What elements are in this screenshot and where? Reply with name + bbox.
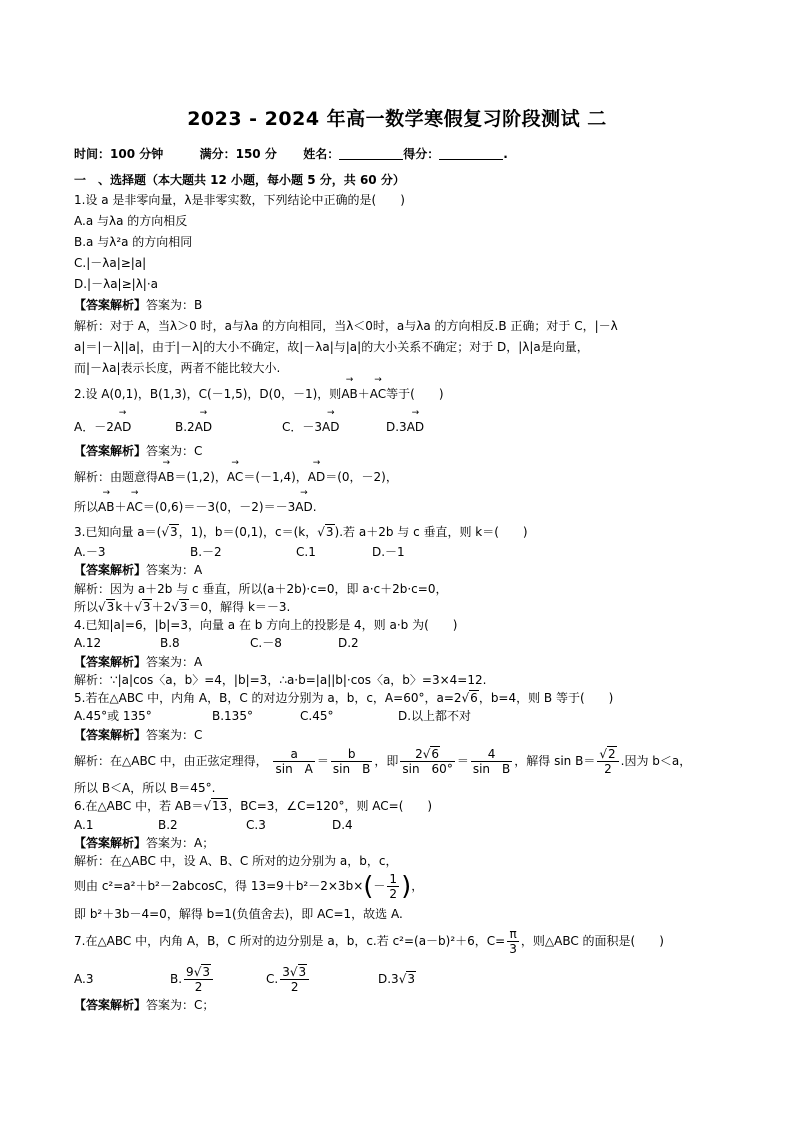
q2-stem-post: 等于( ) [386,387,444,401]
answer-text: 答案为：C [146,728,203,742]
denominator: sin 60° [402,762,453,776]
option-prefix: C. [266,972,279,986]
q3-option-a: A.－3 [74,545,106,559]
name-blank[interactable] [339,147,403,160]
exp-post: ＝0，解得 k＝－3. [188,600,291,614]
denominator: sin B [472,762,511,776]
denominator: 2 [389,887,398,901]
q7-option-b [170,962,215,996]
answer-tag: 【答案解析】 [74,563,147,577]
plus-sign: ＋ [114,500,127,514]
score-label: 满分：150 分 [199,147,277,161]
q2-stem-pre: 2.设 A(0,1)，B(1,3)，C(－1,5)，D(0，－1)，则 [74,387,342,401]
q2-option-c [282,418,339,436]
sqrt-3: 3 [325,525,334,539]
name-label: 姓名： [303,147,340,161]
sqrt-2: 2 [608,747,616,761]
num-coef: 3 [282,965,290,979]
q1-stem: 1.设 a 是非零向量，λ是非零实数，下列结论中正确的是( ) [74,193,405,207]
q1-explanation-2: a|＝|－λ||a|，由于|－λ|的大小不确定，故|－λa|与|a|的大小关系不确定；对于 D，|λ|a是向量， [74,340,589,354]
vector-ad: → AD [114,418,131,436]
answer-text: 答案为：A； [146,836,215,850]
answer-text: 答案为：A [146,563,203,577]
answer-tag: 【答案解析】 [74,998,147,1012]
q4-stem: 4.已知|a|=6，|b|=3，向量 a 在 b 方向上的投影是 4，则 a·b 为( ) [74,618,458,632]
fraction [400,747,454,776]
q1-option-c: C.|－λa|≥|a| [74,256,147,270]
q7-option-c [266,962,311,996]
denominator: sin B [332,762,371,776]
equals: ＝ [316,754,329,768]
exp-prefix: 则由 c²=a²＋b²－2abcosC，得 13=9＋b²－2×3b× [74,879,364,893]
sqrt-3: 3 [106,600,115,614]
answer-tag: 【答案解析】 [74,444,147,458]
vector-ab: → AB [341,385,357,403]
numerator: b [331,747,372,762]
q2-stem [74,385,444,403]
q7-option-d: D.3√3 [378,972,415,986]
q6-answer [74,834,214,852]
exp-prefix: 解析：由题意得 [74,470,159,484]
numerator: π [507,927,519,942]
q3-explanation-1: 解析：因为 a＋2b 与 c 垂直，所以(a＋2b)·c=0，即 a·c＋2b·c=0， [74,582,448,596]
exp-value: ＝(0，－2)， [325,470,398,484]
q6-explanation-1: 解析：在△ABC 中，设 A、B、C 所对的边分别为 a，b，c， [74,854,398,868]
exp-value: ＝(0,6)＝－3(0，－2)＝－3 [142,500,296,514]
q4-option-c: C.－8 [250,636,282,650]
fraction [387,872,399,901]
time-label: 时间：100 分钟 [74,147,164,161]
sqrt-3: 3 [298,965,307,979]
q7-stem-pre: 7.在△ABC 中，内角 A，B，C 所对的边分别是 a，b，c.若 c²=(a－b)²＋6，C= [74,934,506,948]
numerator: 9√3 [184,965,213,980]
exp-part: ＋2 [151,600,172,614]
exp-end: . [312,500,317,514]
exp-tail: .因为 b＜a， [620,754,692,768]
numerator: a [273,747,314,762]
q1-explanation-3: 而|－λa|表示长度，两者不能比较大小. [74,361,281,375]
section-heading: 一 、选择题（本大题共 12 小题，每小题 5 分，共 60 分） [74,173,405,187]
answer-text: 答案为：A [146,655,203,669]
q7-stem-post: ，则△ABC 的面积是( ) [520,934,664,948]
option-prefix: B.2 [175,420,195,434]
q6-option-c: C.3 [246,818,266,832]
q6-explanation-2 [74,872,423,901]
q1-explanation-1: 解析：对于 A，当λ＞0 时，a与λa 的方向相同，当λ＜0时，a与λa 的方向相反.B 正确；对于 C，|－λ [74,319,618,333]
q3-stem: 3.已知向量 a＝(√3，1)，b＝(0,1)，c＝(k，√3).若 a＋2b 与 c 垂直，则 k＝( ) [74,525,528,539]
fraction [507,927,519,956]
sqrt-6: 6 [470,691,478,705]
q6-explanation-3: 即 b²＋3b－4=0，解得 b=1(负值舍去)，即 AC=1，故选 A. [74,907,403,921]
q6-option-b: B.2 [158,818,178,832]
sqrt-3: 3 [202,965,210,979]
vector-ac: → AC [370,385,386,403]
denominator: 3 [509,942,517,956]
answer-text: 答案为：B [146,298,203,312]
numerator: 1 [389,872,398,886]
numerator: 4 [471,747,512,762]
vector-ad: → AD [195,418,212,436]
q5-option-b: B.135° [212,709,253,723]
q6-option-a: A.1 [74,818,94,832]
answer-text: 答案为：C； [146,998,215,1012]
option-prefix: D.3 [378,972,399,986]
q3-stem-pre: 3.已知向量 a＝( [74,525,162,539]
option-prefix: A．－2 [74,420,114,434]
fraction [597,747,618,776]
exp-part: k＋ [115,600,135,614]
q3-option-b: B.－2 [190,545,222,559]
q2-explanation-1 [74,468,398,486]
q5-option-c: C.45° [300,709,334,723]
sqrt-13: 13 [212,799,228,813]
q2-option-b [175,418,212,436]
q5-answer [74,726,202,744]
num-coef: 9 [186,965,194,979]
answer-tag: 【答案解析】 [74,298,147,312]
q5-option-d: D.以上都不对 [398,709,472,723]
fraction [280,965,309,994]
q2-answer [74,442,202,460]
q3-stem-post: ).若 a＋2b 与 c 垂直，则 k＝( ) [334,525,528,539]
denominator: 2 [290,980,299,994]
numerator: √2 [597,747,618,762]
exp-prefix: 所以 [74,500,99,514]
vector-ad: → AD [407,418,424,436]
vector-ad: → AD [295,498,312,516]
q1-option-b: B.a 与λ²a 的方向相同 [74,235,193,249]
numerator: 3√3 [280,965,309,980]
exp-value: ＝(1,2)， [174,470,227,484]
plus-sign: ＋ [357,387,370,401]
exp-post: ， [411,879,424,893]
q7-stem [74,927,664,956]
q3-answer [74,561,202,579]
q5-stem: 5.若在△ABC 中，内角 A，B，C 的对边分别为 a，b，c，A=60°，a=2√6，b=4，则 B 等于( ) [74,691,614,705]
exp-prefix: 所以 [74,600,99,614]
exp-prefix: 解析：在△ABC 中，由正弦定理得， [74,754,268,768]
q1-option-a: A.a 与λa 的方向相反 [74,214,188,228]
q2-explanation-2 [74,498,317,516]
exp-mid: ，即 [374,754,399,768]
q5-stem-pre: 5.若在△ABC 中，内角 A，B，C 的对边分别为 a，b，c，A=60°，a=2 [74,691,462,705]
q6-stem-post: ，BC=3，∠C=120°，则 AC=( ) [228,799,433,813]
q5-option-a: A.45°或 135° [74,709,152,723]
q3-explanation-2: 所以√3k＋√3＋2√3＝0，解得 k＝－3. [74,600,291,614]
answer-tag: 【答案解析】 [74,728,147,742]
sqrt-3: 3 [169,525,178,539]
q6-option-d: D.4 [332,818,353,832]
q3-stem-mid: ，1)，b＝(0,1)，c＝(k， [178,525,318,539]
q4-option-b: B.8 [160,636,180,650]
sqrt-3: 3 [407,972,415,986]
vector-ad: → AD [322,418,339,436]
exam-header [74,145,508,163]
sqrt-6: 6 [431,747,440,761]
answer-text: 答案为：C [146,444,203,458]
get-label: 得分： [403,147,440,161]
sqrt-3: 3 [142,600,151,614]
page-title: 2023 - 2024 年高一数学寒假复习阶段测试 二 [187,108,607,130]
option-prefix: B. [170,972,183,986]
q4-answer [74,653,202,671]
q5-stem-post: ，b=4，则 B 等于( ) [478,691,614,705]
paren-right: ) [401,871,412,902]
vector-ac: → AC [126,498,142,516]
fraction [184,965,213,994]
q6-stem: 6.在△ABC 中，若 AB＝√13，BC=3，∠C=120°，则 AC=( ) [74,799,433,813]
denominator: 2 [604,762,612,776]
q7-answer [74,996,214,1014]
exp-value: ＝(－1,4)， [243,470,308,484]
q5-explanation-1 [74,746,691,776]
q4-option-a: A.12 [74,636,102,650]
vector-ac: → AC [227,468,243,486]
fraction [471,747,512,776]
numerator: 2√6 [400,747,454,762]
answer-tag: 【答案解析】 [74,836,147,850]
fraction [273,747,314,776]
q3-option-c: C.1 [296,545,316,559]
fraction [331,747,372,776]
num-coef: 2 [415,747,423,761]
q1-answer [74,296,202,314]
option-prefix: D.3 [386,420,407,434]
score-blank[interactable] [439,147,503,160]
q1-option-d: D.|－λa|≥|λ|·a [74,277,159,291]
vector-ad: → AD [308,468,325,486]
q4-explanation: 解析：∵|a|cos〈a，b〉=4，|b|=3，∴a·b=|a||b|·cos〈a，b〉=3×4=12. [74,673,487,687]
denominator: 2 [194,980,203,994]
q3-option-d: D.－1 [372,545,405,559]
q5-explanation-2: 所以 B＜A，所以 B＝45°. [74,781,216,795]
denominator: sin A [275,762,313,776]
exp-tail-pre: ，解得 sin B＝ [514,754,596,768]
q4-option-d: D.2 [338,636,359,650]
option-prefix: C．－3 [282,420,323,434]
q6-stem-pre: 6.在△ABC 中，若 AB＝ [74,799,204,813]
header-period: . [503,147,508,161]
q2-option-d [386,418,424,436]
minus-sign: － [373,879,386,893]
equals: ＝ [456,754,469,768]
sqrt-3: 3 [179,600,188,614]
vector-ab: → AB [98,498,114,516]
answer-tag: 【答案解析】 [74,655,147,669]
q7-option-a: A.3 [74,972,94,986]
paren-left: ( [363,871,374,902]
vector-ab: → AB [158,468,174,486]
q2-option-a [74,418,131,436]
